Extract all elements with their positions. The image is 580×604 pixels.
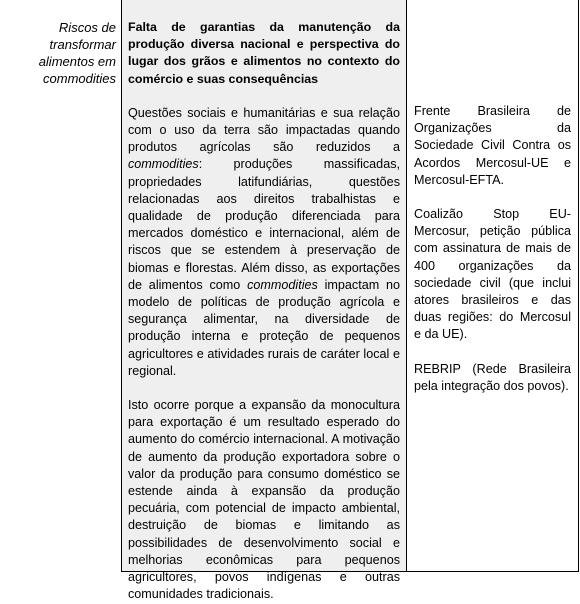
row-label-cell (0, 0, 121, 572)
paragraph-1-text-b: : produções massificadas, propriedades latifundiárias, questões relacionadas aos direitos trabalhistas e qualidade de produção diferenciada para mercados doméstico e internacional, além de riscos que se estendem à preservação de biomas e florestas. Além disso, as exportações de alimentos como (128, 157, 400, 292)
description-cell (121, 0, 407, 602)
actors-cell (407, 0, 579, 572)
description-paragraph-1 (128, 105, 400, 380)
actor-entry: Coalizão Stop EU-Mercosur, petição pública com assinatura de mais de 400 organizações da sociedade civil (que inclui atores brasileiros e das duas regiões: do Mercosul e da UE). (414, 207, 571, 342)
actor-entry: REBRIP (Rede Brasileira pela integração dos povos). (414, 361, 571, 393)
paragraph-1-text-c: impactam no modelo de políticas de produção agrícola e segurança alimentar, na diversidade de produção interna e proteção de pequenos agricultores e atividades rurais de caráter local e regional. (128, 277, 400, 378)
paragraph-1-italic-a: commodities (128, 157, 199, 172)
description-paragraph-2: Isto ocorre porque a expansão da monocultura para exportação é um resultado esperado do aumento do comércio internacional. A motivação de aumento da produção exportadora sobre o valor da produção para consumo doméstico se estende ainda à expansão da produção pecuária, com potencial de impacto ambiental, destruição de biomas e limitando as possibilidades de desenvolvimento social e melhorias econômicas para pequenos agricultores, povos indígenas e outras comunidades tradicionais. (128, 398, 400, 602)
description-heading: Falta de garantias da manutenção da produção diversa nacional e perspectiva do lugar dos grãos e alimentos no contexto do comércio e suas consequências (128, 20, 400, 86)
row-label: Riscos de transformar alimentos em commodities (38, 20, 116, 86)
paragraph-1-italic-b: commodities (247, 277, 318, 292)
paragraph-1-text-a: Questões sociais e humanitárias e sua relação com o uso da terra são impactadas quando produtos agrícolas são reduzidos a (128, 105, 400, 155)
actor-entry: Frente Brasileira de Organizações da Sociedade Civil Contra os Acordos Mercosul-UE e Mercosul-EFTA. (414, 104, 571, 187)
